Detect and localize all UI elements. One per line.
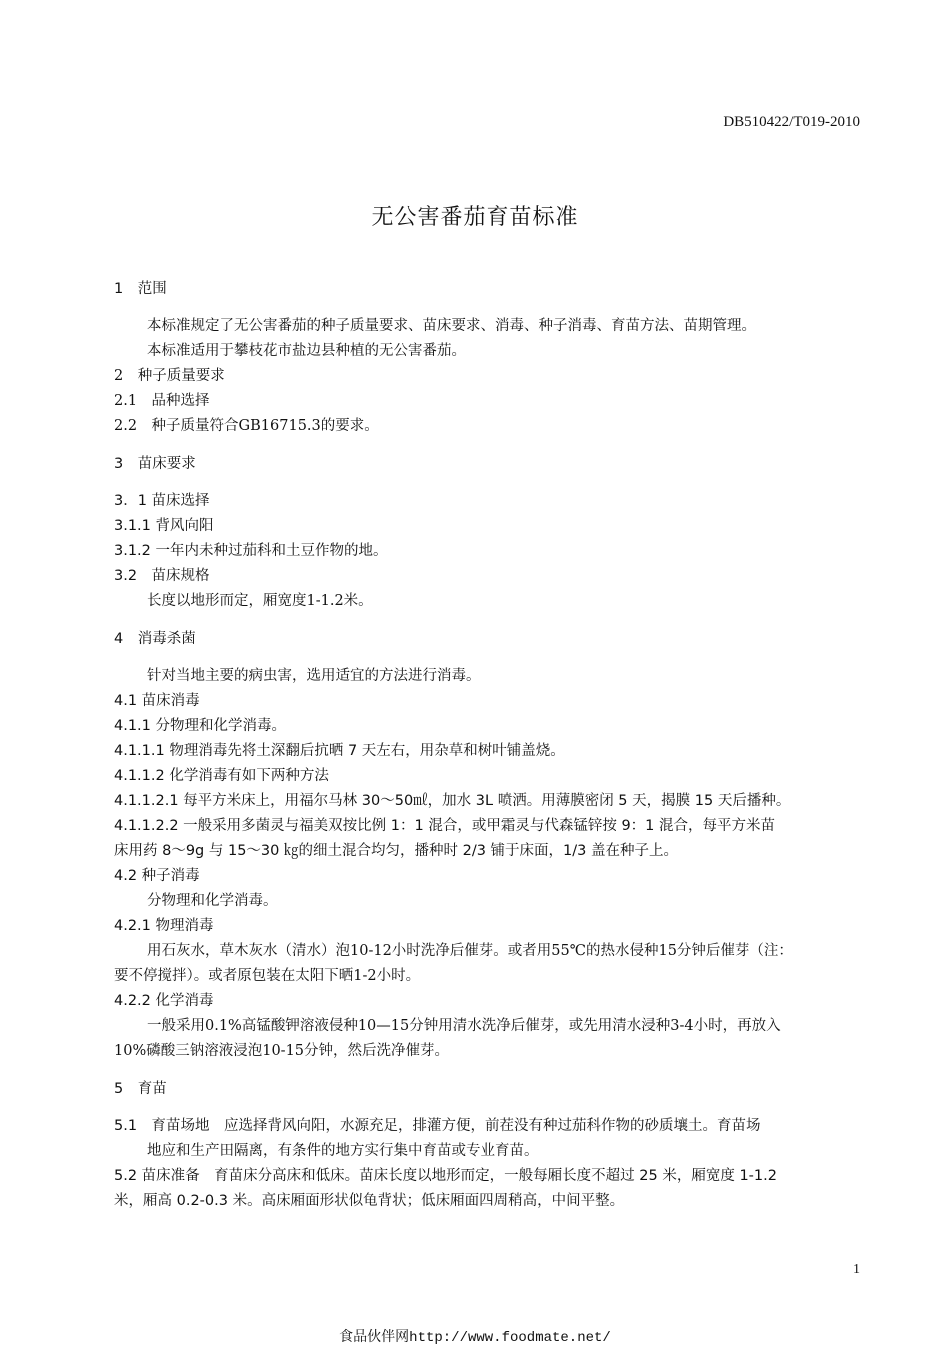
- section-4-2: 4.2 种子消毒: [114, 868, 200, 884]
- section-4-2-2: 4.2.2 化学消毒: [114, 993, 214, 1009]
- section-5-1-line-1: 5.1 育苗场地 应选择背风向阳，水源充足，排灌方便，前茬没有种过茄科作物的砂质壤土。育苗场: [114, 1118, 761, 1134]
- footer-site-name: 食品伙伴网: [339, 1330, 410, 1345]
- document-title: 无公害番茄育苗标准: [371, 205, 579, 230]
- section-4-2-1-line-1: 用石灰水，草木灰水（清水）泡10-12小时洗净后催芽。或者用55℃的热水侵种15分钟后催芽（注：: [147, 943, 793, 959]
- section-2-heading: 2 种子质量要求: [114, 368, 225, 384]
- section-4-2-2-line-2: 10%磷酸三钠溶液浸泡10-15分钟，然后洗净催芽。: [114, 1043, 450, 1059]
- section-4-2-1-line-2: 要不停搅拌）。或者原包装在太阳下晒1-2小时。: [114, 968, 421, 984]
- section-4-2-2-line-1: 一般采用0.1%高锰酸钾溶液侵种10—15分钟用清水洗净后催芽，或先用清水浸种3-4小时，再放入: [147, 1018, 781, 1034]
- section-4-heading: 4 消毒杀菌: [114, 631, 196, 647]
- page-number: 1: [853, 1262, 860, 1277]
- footer: [0, 1326, 950, 1346]
- section-4-1-1-2: 4.1.1.2 化学消毒有如下两种方法: [114, 768, 329, 784]
- section-3-1-2: 3.1.2 一年内未种过茄科和土豆作物的地。: [114, 543, 388, 559]
- section-2-2: 2.2 种子质量符合GB16715.3的要求。: [114, 418, 379, 434]
- section-3-2: 3.2 苗床规格: [114, 568, 210, 584]
- section-3-1-1: 3.1.1 背风向阳: [114, 518, 214, 534]
- footer-site-url[interactable]: http://www.foodmate.net/: [409, 1330, 611, 1346]
- section-4-2-1: 4.2.1 物理消毒: [114, 918, 214, 934]
- section-3-heading: 3 苗床要求: [114, 456, 196, 472]
- section-1-paragraph-1: 本标准规定了无公害番茄的种子质量要求、苗床要求、消毒、种子消毒、育苗方法、苗期管理。: [147, 318, 756, 334]
- section-2-1: 2.1 品种选择: [114, 393, 210, 409]
- section-4-1-1: 4.1.1 分物理和化学消毒。: [114, 718, 287, 734]
- section-4-1-1-2-2-line-1: 4.1.1.2.2 一般采用多菌灵与福美双按比例 1：1 混合，或甲霜灵与代森锰锌按 9：1 混合，每平方米苗: [114, 818, 776, 834]
- section-3-1: 3．1 苗床选择: [114, 493, 210, 509]
- section-4-1-1-1: 4.1.1.1 物理消毒先将土深翻后抗晒 7 天左右，用杂草和树叶铺盖烧。: [114, 743, 565, 759]
- section-5-1-line-2: 地应和生产田隔离，有条件的地方实行集中育苗或专业育苗。: [147, 1143, 539, 1159]
- section-4-1: 4.1 苗床消毒: [114, 693, 200, 709]
- section-1-paragraph-2: 本标准适用于攀枝花市盐边县种植的无公害番茄。: [147, 343, 466, 359]
- section-4-1-1-2-2-line-2: 床用药 8～9g 与 15～30 ㎏的细土混合均匀，播种时 2/3 铺于床面，1/3 盖在种子上。: [114, 843, 678, 859]
- section-1-heading: 1 范围: [114, 281, 167, 297]
- section-5-heading: 5 育苗: [114, 1081, 167, 1097]
- section-5-2-line-1: 5.2 苗床准备 育苗床分高床和低床。苗床长度以地形而定，一般每厢长度不超过 25 米，厢宽度 1-1.2: [114, 1168, 777, 1184]
- section-3-2-text: 长度以地形而定，厢宽度1-1.2米。: [147, 593, 373, 609]
- section-4-intro: 针对当地主要的病虫害，选用适宜的方法进行消毒。: [147, 668, 481, 684]
- standard-code: DB510422/T019-2010: [723, 114, 860, 130]
- section-4-2-text: 分物理和化学消毒。: [147, 893, 278, 909]
- section-4-1-1-2-1: 4.1.1.2.1 每平方米床上，用福尔马林 30～50㎖，加水 3L 喷洒。用薄膜密闭 5 天，揭膜 15 天后播种。: [114, 793, 791, 809]
- section-5-2-line-2: 米，厢高 0.2-0.3 米。高床厢面形状似龟背状；低床厢面四周稍高，中间平整。: [114, 1193, 625, 1209]
